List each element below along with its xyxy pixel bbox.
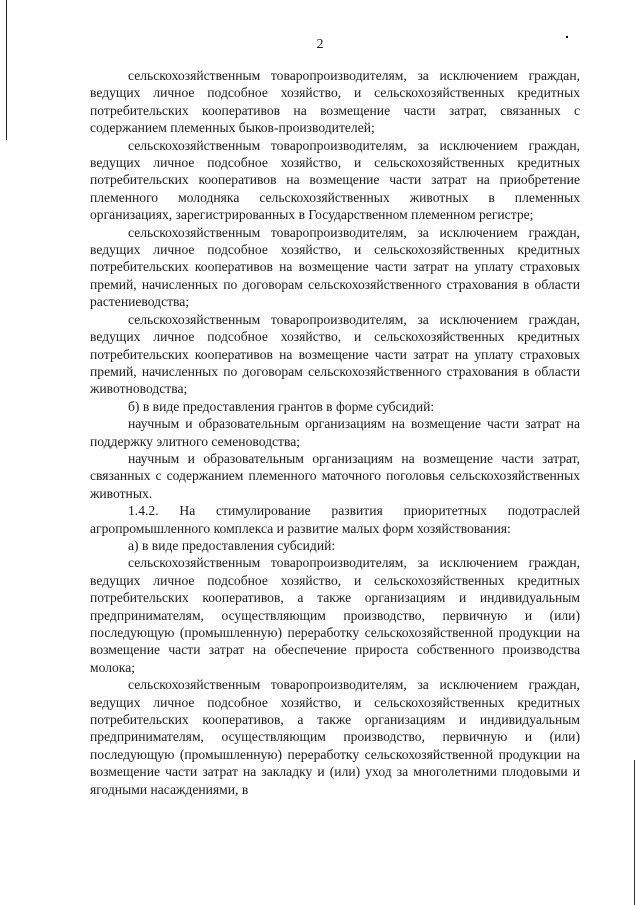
page-number: 2 (316, 37, 324, 52)
paragraph: научным и образовательным организациям на возмещение части затрат, связанных с содержанием племенного маточного поголовья сельскохозяйственных животных. (90, 450, 580, 501)
paragraph: научным и образовательным организациям на возмещение части затрат на поддержку элитного семеноводства; (90, 416, 580, 449)
paragraph: сельскохозяйственным товаропроизводителям, за исключением граждан, ведущих личное подсобное хозяйство, и сельскохозяйственных кредитных потребительских кооперативов на возмещение части затрат на уплату страховых премий, начисленных по договорам сельскохозяйственного страхования в области растениеводства; (90, 224, 580, 310)
paragraph: сельскохозяйственным товаропроизводителям, за исключением граждан, ведущих личное подсобное хозяйство, и сельскохозяйственных кредитных потребительских кооперативов на возмещение части затрат на приобретение племенного молодняка сельскохозяйственных животных в племенных организациях, зарегистрированных в Государственном племенном регистре; (90, 137, 580, 223)
paragraph: б) в виде предоставления грантов в форме субсидий: (128, 398, 435, 414)
paragraph: сельскохозяйственным товаропроизводителям, за исключением граждан, ведущих личное подсобное хозяйство, и сельскохозяйственных кредитных потребительских кооперативов, а также организациям и индивидуальным предпринимателям, осуществляющим производство, первичную и (или) последующую (промышленную) переработку сельскохозяйственной продукции на возмещение части затрат на закладку и (или) уход за многолетними плодовыми и ягодными насаждениями, в (90, 677, 580, 797)
paragraph: сельскохозяйственным товаропроизводителям, за исключением граждан, ведущих личное подсобное хозяйство, и сельскохозяйственных кредитных потребительских кооперативов на возмещение части затрат, связанных с содержанием племенных быков-производителей; (90, 68, 580, 136)
paragraph: 1.4.2. На стимулирование развития приоритетных подотраслей агропромышленного комплекса и развитие малых форм хозяйствования: (90, 503, 580, 536)
document-body (90, 67, 580, 798)
paragraph: сельскохозяйственным товаропроизводителям, за исключением граждан, ведущих личное подсобное хозяйство, и сельскохозяйственных кредитных потребительских кооперативов, а также организациям и индивидуальным предпринимателям, осуществляющим производство, первичную и (или) последующую (промышленную) переработку сельскохозяйственной продукции на возмещение части затрат на обеспечение прироста собственного производства молока; (90, 555, 580, 675)
paragraph: а) в виде предоставления субсидий: (128, 537, 336, 553)
scan-left-edge (6, 0, 7, 140)
paragraph: сельскохозяйственным товаропроизводителям, за исключением граждан, ведущих личное подсобное хозяйство, и сельскохозяйственных кредитных потребительских кооперативов на возмещение части затрат на уплату страховых премий, начисленных по договорам сельскохозяйственного страхования в области животноводства; (90, 311, 580, 397)
scan-right-edge (634, 760, 635, 905)
